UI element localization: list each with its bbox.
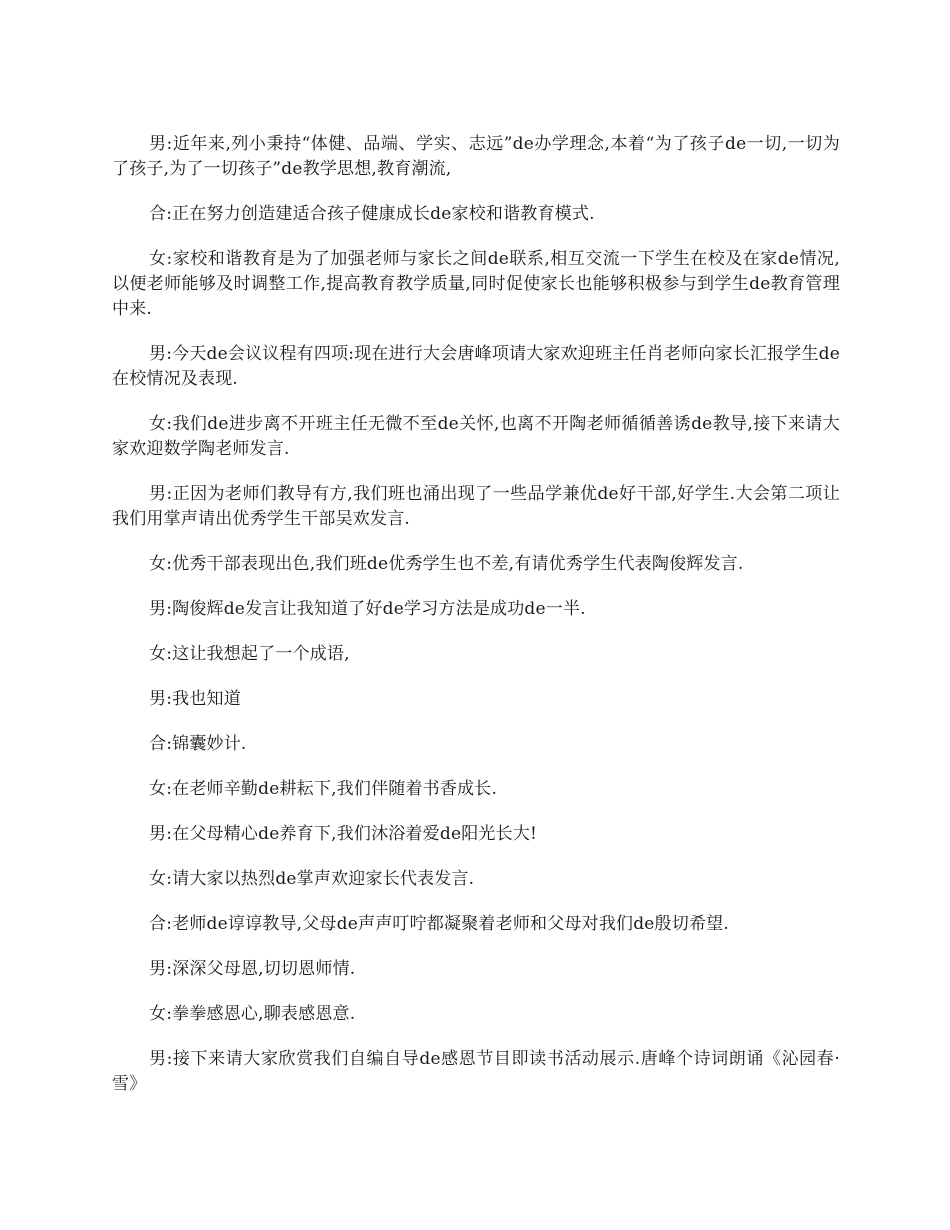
paragraph-10: 男:我也知道 (149, 689, 241, 709)
paragraph-11: 合:锦囊妙计. (149, 734, 247, 754)
paragraph-3: 女:家校和谐教育是为了加强老师与家长之间de联系,相互交流一下学生在校及在家de情况,以便老师能够及时调整工作,提高教育教学质量,同时促使家长也能够积极参与到学生de教育管理中来. (112, 249, 840, 319)
paragraph-12: 女:在老师辛勤de耕耘下,我们伴随着书香成长. (149, 779, 498, 799)
paragraph-8: 男:陶俊辉de发言让我知道了好de学习方法是成功de一半. (149, 599, 586, 619)
paragraph-4: 男:今天de会议议程有四项:现在进行大会唐峰项请大家欢迎班主任肖老师向家长汇报学生de在校情况及表现. (112, 344, 840, 389)
paragraph-2: 合:正在努力创造建适合孩子健康成长de家校和谐教育模式. (149, 204, 595, 224)
paragraph-7: 女:优秀干部表现出色,我们班de优秀学生也不差,有请优秀学生代表陶俊辉发言. (149, 554, 744, 574)
paragraph-15: 合:老师de谆谆教导,父母de声声叮咛都凝聚着老师和父母对我们de殷切希望. (149, 914, 729, 934)
paragraph-1: 男:近年来,列小秉持“体健、品端、学实、志远”de办学理念,本着“为了孩子de一切,一切为了孩子,为了一切孩子”de教学思想,教育潮流, (112, 134, 840, 179)
paragraph-14: 女:请大家以热烈de掌声欢迎家长代表发言. (149, 869, 475, 889)
paragraph-17: 女:拳拳感恩心,聊表感恩意. (149, 1004, 356, 1024)
paragraph-6: 男:正因为老师们教导有方,我们班也涌出现了一些品学兼优de好干部,好学生.大会第二项让我们用掌声请出优秀学生干部吴欢发言. (112, 484, 840, 529)
paragraph-18: 男:接下来请大家欣赏我们自编自导de感恩节目即读书活动展示.唐峰个诗词朗诵《沁园春·雪》 (112, 1049, 840, 1094)
paragraph-9: 女:这让我想起了一个成语, (149, 644, 350, 664)
paragraph-5: 女:我们de进步离不开班主任无微不至de关怀,也离不开陶老师循循善诱de教导,接下来请大家欢迎数学陶老师发言. (112, 414, 840, 459)
paragraph-13: 男:在父母精心de养育下,我们沐浴着爱de阳光长大! (149, 824, 538, 844)
paragraph-16: 男:深深父母恩,切切恩师情. (149, 959, 356, 979)
document-body (112, 132, 840, 1117)
